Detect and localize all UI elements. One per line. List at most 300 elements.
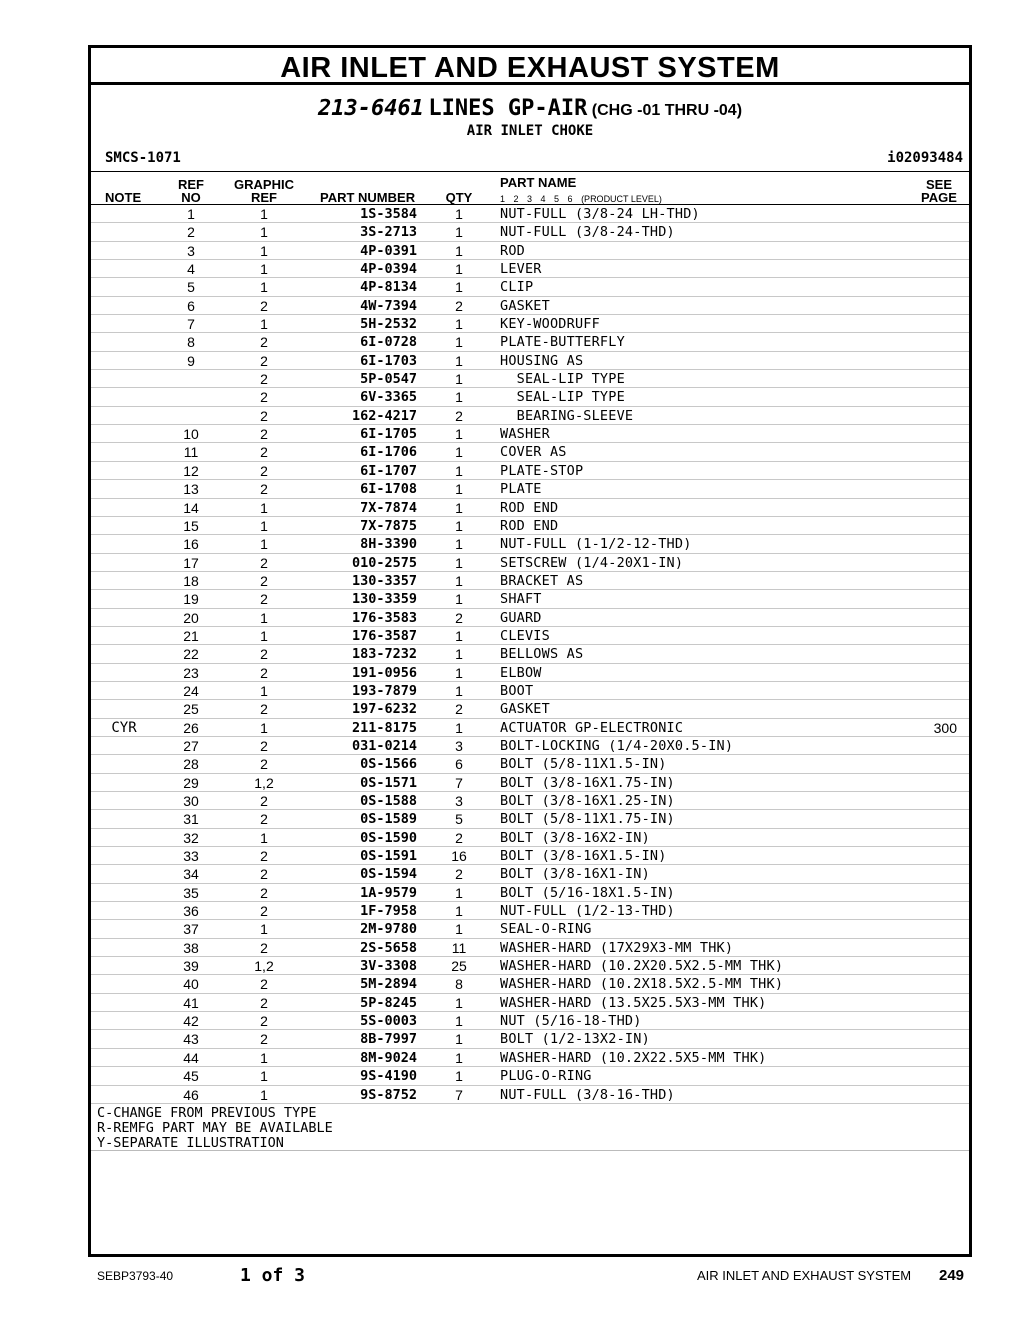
part-name-cell: GASKET: [500, 297, 550, 314]
table-row: [91, 572, 969, 590]
legend-note: R-REMFG PART MAY BE AVAILABLE: [97, 1120, 333, 1136]
part-name-cell: NUT-FULL (1-1/2-12-THD): [500, 536, 692, 553]
ref-number-cell: 31: [183, 811, 199, 828]
graphic-ref-cell: 1,2: [254, 774, 274, 791]
ref-number-cell: 19: [183, 591, 199, 608]
quantity-cell: 1: [455, 371, 463, 388]
table-row: [91, 957, 969, 975]
part-number-cell: 211-8175: [351, 719, 417, 736]
table-row: [91, 1067, 969, 1085]
graphic-ref-cell: 2: [260, 572, 268, 589]
note-cell: CYR: [111, 719, 137, 736]
ref-number-cell: 24: [183, 682, 199, 699]
graphic-ref-cell: 2: [260, 848, 268, 865]
ref-number-cell: 25: [183, 701, 199, 718]
graphic-ref-cell: 2: [260, 866, 268, 883]
part-number-cell: 0S-1590: [360, 829, 417, 846]
ref-number-cell: 46: [183, 1086, 199, 1103]
header-part-number: PART NUMBER: [320, 190, 416, 205]
ref-number-cell: 18: [183, 572, 199, 589]
table-row: [91, 590, 969, 608]
ref-number-cell: 29: [183, 774, 199, 791]
part-name-cell: ELBOW: [500, 664, 542, 681]
quantity-cell: 2: [455, 701, 463, 718]
part-number-cell: 0S-1594: [360, 866, 417, 883]
footer-document-number: SEBP3793-40: [97, 1269, 174, 1283]
table-row: [91, 278, 969, 296]
group-subtitle: AIR INLET CHOKE: [466, 123, 594, 139]
part-name-cell: BOLT (3/8-16X1.25-IN): [500, 793, 675, 809]
part-number-cell: 8B-7997: [360, 1031, 417, 1048]
part-number-cell: 6V-3365: [360, 389, 417, 406]
part-name-cell: SEAL-O-RING: [500, 921, 592, 938]
quantity-cell: 1: [455, 682, 463, 699]
part-number-cell: 5M-2894: [360, 976, 417, 993]
quantity-cell: 1: [455, 903, 463, 920]
table-row: [91, 774, 969, 792]
part-name-cell: BOLT (3/8-16X1.75-IN): [500, 774, 675, 791]
graphic-ref-cell: 1: [260, 224, 268, 241]
graphic-ref-cell: 1: [260, 261, 268, 278]
header-divider: [91, 171, 969, 172]
quantity-cell: 1: [455, 1031, 463, 1048]
table-row: [91, 700, 969, 718]
quantity-cell: 1: [455, 1068, 463, 1085]
notes-divider: [91, 1150, 969, 1151]
graphic-ref-cell: 1: [260, 609, 268, 626]
ref-number-cell: 42: [183, 1013, 199, 1030]
ref-number-cell: 13: [183, 481, 199, 498]
part-number-cell: 0S-1571: [360, 774, 417, 791]
table-row: [91, 884, 969, 902]
ref-number-cell: 35: [183, 884, 199, 901]
part-number-cell: 6I-1708: [360, 481, 417, 498]
header-note: NOTE: [105, 190, 142, 205]
part-number-cell: 193-7879: [351, 682, 417, 699]
ref-number-cell: 45: [183, 1068, 199, 1085]
part-number-cell: 7X-7875: [360, 517, 417, 534]
table-row: [91, 792, 969, 810]
graphic-ref-cell: 2: [260, 701, 268, 718]
part-number-cell: 0S-1588: [360, 793, 417, 809]
graphic-ref-cell: 1: [260, 1049, 268, 1066]
part-name-cell: BOOT: [500, 682, 534, 699]
ref-number-cell: 5: [187, 279, 195, 296]
table-row: [91, 719, 969, 737]
graphic-ref-cell: 2: [260, 1031, 268, 1048]
part-name-cell: GUARD: [500, 609, 542, 626]
table-row: [91, 297, 969, 315]
table-row: [91, 260, 969, 278]
part-number-cell: 8M-9024: [360, 1049, 417, 1066]
part-number-cell: 9S-8752: [360, 1086, 417, 1103]
table-row: [91, 315, 969, 333]
quantity-cell: 1: [455, 316, 463, 333]
part-number-cell: 5P-0547: [360, 371, 417, 388]
graphic-ref-cell: 2: [260, 664, 268, 681]
table-row: [91, 1049, 969, 1067]
graphic-ref-cell: 2: [260, 297, 268, 314]
graphic-ref-cell: 1: [260, 499, 268, 516]
table-row: [91, 462, 969, 480]
part-name-cell: SHAFT: [500, 591, 542, 608]
table-row: [91, 847, 969, 865]
part-name-cell: BOLT (5/8-11X1.75-IN): [500, 811, 675, 828]
ref-number-cell: 36: [183, 903, 199, 920]
part-number-cell: 5H-2532: [360, 316, 417, 333]
part-name-cell: WASHER-HARD (13.5X25.5X3-MM THK): [500, 994, 767, 1011]
ref-number-cell: 26: [183, 719, 199, 736]
quantity-cell: 5: [455, 811, 463, 828]
ref-number-cell: 22: [183, 646, 199, 663]
part-number-cell: 162-4217: [351, 407, 417, 424]
part-number-cell: 197-6232: [351, 701, 417, 718]
table-row: [91, 975, 969, 993]
graphic-ref-cell: 1: [260, 517, 268, 534]
table-row: [91, 810, 969, 828]
table-row: [91, 755, 969, 773]
legend-note: Y-SEPARATE ILLUSTRATION: [97, 1135, 284, 1151]
table-row: [91, 388, 969, 406]
ref-number-cell: 7: [187, 316, 195, 333]
table-row: [91, 554, 969, 572]
header-qty: QTY: [445, 190, 473, 205]
graphic-ref-cell: 1: [260, 921, 268, 938]
quantity-cell: 25: [451, 958, 467, 975]
ref-number-cell: 8: [187, 334, 195, 351]
ref-number-cell: 44: [183, 1049, 199, 1066]
ref-number-cell: 39: [183, 958, 199, 975]
part-number-cell: 176-3587: [351, 627, 417, 644]
graphic-ref-cell: 1: [260, 279, 268, 296]
part-name-cell: WASHER-HARD (10.2X20.5X2.5-MM THK): [500, 958, 784, 975]
quantity-cell: 6: [455, 756, 463, 773]
table-row: [91, 333, 969, 351]
ref-number-cell: 11: [183, 444, 199, 461]
ref-number-cell: 20: [183, 609, 199, 626]
part-name-cell: HOUSING AS: [500, 352, 584, 369]
system-title: AIR INLET AND EXHAUST SYSTEM: [280, 52, 780, 84]
quantity-cell: 3: [455, 793, 463, 809]
table-row: [91, 1012, 969, 1030]
table-row: [91, 994, 969, 1012]
quantity-cell: 2: [455, 609, 463, 626]
quantity-cell: 1: [455, 499, 463, 516]
table-row: [91, 352, 969, 370]
graphic-ref-cell: 2: [260, 884, 268, 901]
quantity-cell: 1: [455, 884, 463, 901]
part-number-cell: 183-7232: [351, 646, 417, 663]
graphic-ref-cell: 2: [260, 334, 268, 351]
quantity-cell: 1: [455, 536, 463, 553]
legend-note: C-CHANGE FROM PREVIOUS TYPE: [97, 1105, 317, 1121]
part-name-cell: BOLT-LOCKING (1/4-20X0.5-IN): [500, 737, 734, 754]
part-name-cell: WASHER: [500, 426, 550, 443]
part-number-cell: 130-3357: [351, 572, 417, 589]
part-name-cell: ACTUATOR GP-ELECTRONIC: [500, 719, 684, 736]
part-number-cell: 0S-1566: [360, 756, 417, 773]
title-divider: [91, 82, 969, 85]
product-level-label: (PRODUCT LEVEL): [581, 194, 662, 204]
table-row: [91, 242, 969, 260]
header-graphic-top: GRAPHIC: [234, 177, 294, 192]
quantity-cell: 1: [455, 664, 463, 681]
graphic-ref-cell: 2: [260, 371, 268, 388]
table-row: [91, 829, 969, 847]
part-name-cell: NUT-FULL (1/2-13-THD): [500, 903, 675, 920]
quantity-cell: 11: [451, 939, 467, 956]
quantity-cell: 1: [455, 389, 463, 406]
quantity-cell: 1: [455, 646, 463, 663]
part-number-cell: 6I-1706: [360, 444, 417, 461]
table-row: [91, 920, 969, 938]
quantity-cell: 2: [455, 866, 463, 883]
part-name-cell: BOLT (5/16-18X1.5-IN): [500, 884, 675, 901]
part-name-cell: PLUG-O-RING: [500, 1068, 592, 1085]
part-number-cell: 8H-3390: [360, 536, 417, 553]
part-name-cell: GASKET: [500, 701, 550, 718]
header-see-top: SEE: [925, 177, 952, 192]
part-number-cell: 3S-2713: [360, 224, 417, 241]
part-number-cell: 0S-1589: [360, 811, 417, 828]
graphic-ref-cell: 2: [260, 591, 268, 608]
quantity-cell: 1: [455, 719, 463, 736]
table-row: [91, 939, 969, 957]
part-number-cell: 6I-1705: [360, 426, 417, 443]
table-row: [91, 205, 969, 223]
graphic-ref-cell: 1: [260, 316, 268, 333]
quantity-cell: 1: [455, 994, 463, 1011]
part-number-cell: 6I-1707: [360, 462, 417, 479]
table-row: [91, 627, 969, 645]
table-row: [91, 480, 969, 498]
part-name-cell: BRACKET AS: [500, 572, 584, 589]
graphic-ref-cell: 2: [260, 811, 268, 828]
part-number-cell: 191-0956: [351, 664, 417, 681]
part-name-cell: BOLT (3/8-16X1-IN): [500, 866, 650, 883]
ref-number-cell: 17: [183, 554, 199, 571]
graphic-ref-cell: 1: [260, 1068, 268, 1085]
table-row: [91, 1030, 969, 1048]
quantity-cell: 1: [455, 279, 463, 296]
part-name-cell: COVER AS: [500, 444, 567, 461]
part-number-cell: 031-0214: [351, 737, 417, 754]
quantity-cell: 3: [455, 737, 463, 754]
quantity-cell: 1: [455, 481, 463, 498]
ref-number-cell: 43: [183, 1031, 199, 1048]
quantity-cell: 2: [455, 297, 463, 314]
quantity-cell: 16: [451, 848, 467, 865]
quantity-cell: 1: [455, 627, 463, 644]
ref-number-cell: 32: [183, 829, 199, 846]
part-number-cell: 3V-3308: [360, 958, 417, 975]
table-row: [91, 370, 969, 388]
graphic-ref-cell: 2: [260, 646, 268, 663]
quantity-cell: 1: [455, 572, 463, 589]
see-page-cell: 300: [933, 719, 957, 736]
quantity-cell: 1: [455, 224, 463, 241]
header-see-bottom: PAGE: [921, 190, 957, 205]
graphic-ref-cell: 2: [260, 737, 268, 754]
quantity-cell: 1: [455, 426, 463, 443]
part-name-cell: PLATE-BUTTERFLY: [500, 334, 625, 351]
part-name-cell: BOLT (3/8-16X1.5-IN): [500, 848, 667, 865]
part-name-cell: NUT (5/16-18-THD): [500, 1013, 642, 1030]
part-name-cell: SETSCREW (1/4-20X1-IN): [500, 554, 684, 571]
quantity-cell: 1: [455, 554, 463, 571]
graphic-ref-cell: 1: [260, 536, 268, 553]
graphic-ref-cell: 2: [260, 481, 268, 498]
table-row: [91, 664, 969, 682]
part-number-cell: 4P-0394: [360, 261, 417, 278]
quantity-cell: 7: [455, 1086, 463, 1103]
ref-number-cell: 2: [187, 224, 195, 241]
header-ref-bottom: NO: [181, 190, 201, 205]
group-number: 213-6461: [317, 96, 424, 121]
quantity-cell: 1: [455, 352, 463, 369]
table-row: [91, 499, 969, 517]
part-number-cell: 7X-7874: [360, 499, 417, 516]
graphic-ref-cell: 2: [260, 756, 268, 773]
part-name-cell: BEARING-SLEEVE: [500, 407, 634, 424]
part-name-cell: BELLOWS AS: [500, 646, 584, 663]
part-number-cell: 4W-7394: [360, 297, 417, 314]
ref-number-cell: 33: [183, 848, 199, 865]
quantity-cell: 1: [455, 462, 463, 479]
part-name-cell: NUT-FULL (3/8-24-THD): [500, 224, 675, 241]
quantity-cell: 1: [455, 1013, 463, 1030]
part-number-cell: 6I-0728: [360, 334, 417, 351]
graphic-ref-cell: 1,2: [254, 958, 274, 975]
graphic-ref-cell: 1: [260, 206, 268, 222]
ref-number-cell: 16: [183, 536, 199, 553]
product-levels: [500, 194, 662, 204]
table-row: [91, 443, 969, 461]
part-number-cell: 2S-5658: [360, 939, 417, 956]
part-number-cell: 9S-4190: [360, 1068, 417, 1085]
smcs-code: SMCS-1071: [105, 150, 181, 166]
ref-number-cell: 1: [187, 206, 195, 222]
part-name-cell: PLATE: [500, 481, 542, 498]
graphic-ref-cell: 2: [260, 903, 268, 920]
quantity-cell: 8: [455, 976, 463, 993]
ref-number-cell: 6: [187, 297, 195, 314]
footer-page-of: 1 of 3: [240, 1265, 306, 1286]
part-number-cell: 1A-9579: [360, 884, 417, 901]
part-number-cell: 1S-3584: [360, 206, 417, 222]
group-title: [91, 94, 969, 126]
part-number-cell: 5S-0003: [360, 1013, 417, 1030]
part-name-cell: BOLT (5/8-11X1.5-IN): [500, 756, 667, 773]
header-ref-top: REF: [178, 177, 204, 192]
graphic-ref-cell: 2: [260, 407, 268, 424]
graphic-ref-cell: 2: [260, 352, 268, 369]
table-row: [91, 535, 969, 553]
ref-number-cell: 9: [187, 352, 195, 369]
part-name-cell: WASHER-HARD (10.2X18.5X2.5-MM THK): [500, 976, 784, 993]
table-row: [91, 609, 969, 627]
quantity-cell: 1: [455, 334, 463, 351]
part-number-cell: 1F-7958: [360, 903, 417, 920]
graphic-ref-cell: 2: [260, 389, 268, 406]
part-number-cell: 010-2575: [351, 554, 417, 571]
footer-page-number: 249: [939, 1267, 965, 1284]
legend-notes: [97, 1106, 333, 1151]
table-row: [91, 517, 969, 535]
quantity-cell: 1: [455, 261, 463, 278]
quantity-cell: 1: [455, 242, 463, 259]
quantity-cell: 7: [455, 774, 463, 791]
ref-number-cell: 3: [187, 242, 195, 259]
group-name: LINES GP-AIR: [428, 96, 588, 121]
table-row: [91, 1086, 969, 1104]
graphic-ref-cell: 2: [260, 426, 268, 443]
ref-number-cell: 14: [183, 499, 199, 516]
part-name-cell: ROD END: [500, 517, 559, 534]
table-row: [91, 425, 969, 443]
graphic-ref-cell: 2: [260, 939, 268, 956]
graphic-ref-cell: 2: [260, 793, 268, 809]
part-number-cell: 0S-1591: [360, 848, 417, 865]
ref-number-cell: 15: [183, 517, 199, 534]
part-name-cell: KEY-WOODRUFF: [500, 316, 600, 333]
quantity-cell: 1: [455, 444, 463, 461]
part-name-cell: WASHER-HARD (17X29X3-MM THK): [500, 939, 734, 956]
table-row: [91, 223, 969, 241]
ref-number-cell: 34: [183, 866, 199, 883]
part-name-cell: BOLT (1/2-13X2-IN): [500, 1031, 650, 1048]
ref-number-cell: 30: [183, 793, 199, 809]
part-name-cell: NUT-FULL (3/8-24 LH-THD): [500, 206, 700, 222]
ref-number-cell: 21: [183, 627, 199, 644]
part-number-cell: 6I-1703: [360, 352, 417, 369]
graphic-ref-cell: 2: [260, 444, 268, 461]
footer-system-name: AIR INLET AND EXHAUST SYSTEM: [697, 1268, 912, 1283]
part-number-cell: 130-3359: [351, 591, 417, 608]
table-row: [91, 645, 969, 663]
part-number-cell: 2M-9780: [360, 921, 417, 938]
graphic-ref-cell: 1: [260, 829, 268, 846]
part-name-cell: NUT-FULL (3/8-16-THD): [500, 1086, 675, 1103]
header-part-name: PART NAME: [500, 175, 577, 190]
quantity-cell: 2: [455, 407, 463, 424]
graphic-ref-cell: 1: [260, 719, 268, 736]
graphic-ref-cell: 1: [260, 627, 268, 644]
graphic-ref-cell: 2: [260, 1013, 268, 1030]
table-row: [91, 902, 969, 920]
ref-number-cell: 12: [183, 462, 199, 479]
graphic-ref-cell: 1: [260, 1086, 268, 1103]
part-number-cell: 4P-0391: [360, 242, 417, 259]
group-change: (CHG -01 THRU -04): [591, 102, 743, 119]
part-name-cell: ROD: [500, 242, 525, 259]
graphic-ref-cell: 1: [260, 682, 268, 699]
quantity-cell: 2: [455, 829, 463, 846]
ref-number-cell: 28: [183, 756, 199, 773]
ref-number-cell: 10: [183, 426, 199, 443]
part-number-cell: 5P-8245: [360, 994, 417, 1011]
parts-table: [91, 205, 969, 1104]
graphic-ref-cell: 2: [260, 554, 268, 571]
table-row: [91, 865, 969, 883]
part-name-cell: BOLT (3/8-16X2-IN): [500, 829, 650, 846]
ref-number-cell: 38: [183, 939, 199, 956]
part-name-cell: PLATE-STOP: [500, 462, 584, 479]
ref-number-cell: 27: [183, 737, 199, 754]
part-name-cell: SEAL-LIP TYPE: [500, 389, 625, 406]
ref-number-cell: 23: [183, 664, 199, 681]
part-name-cell: SEAL-LIP TYPE: [500, 371, 625, 388]
